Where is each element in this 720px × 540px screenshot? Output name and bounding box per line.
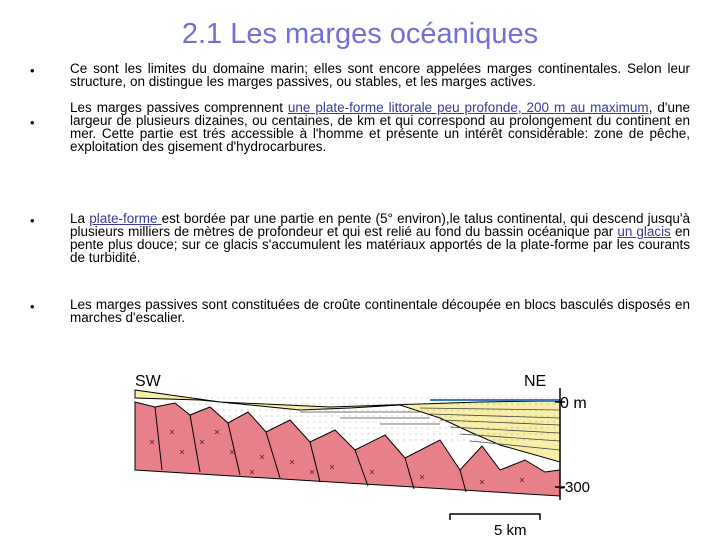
- label-scale: 5 km: [494, 522, 527, 539]
- label-depth: -300: [560, 479, 591, 496]
- bullet-dot: •: [30, 63, 35, 78]
- bullet-text-1: Ce sont les limites du domaine marin; elles sont encore appelées marges continentales. Selon leur structure, on distingue les marges passives, ou stables, et les marges actives.: [70, 61, 690, 89]
- bullet-text-2: Les marges passives comprennent une plate-forme littorale peu profonde, 200 m au maximum, d'une largeur de plusieurs dizaines, ou centaines, de km et qui correspond au prolongement du continent en mer. Cette partie est trés accessible à l'homme et présente un intérêt considérable: zone de pêche, exploitation des gisement d'hydrocarbures.: [70, 100, 690, 154]
- label-sw: SW: [135, 373, 161, 390]
- bullet-dot: •: [30, 115, 35, 130]
- label-sea-level: 0 m: [560, 395, 587, 412]
- bullet-text-4: Les marges passives sont constituées de croûte continentale découpée en blocs basculés disposés en marches d'escalier.: [70, 297, 690, 325]
- plate-forme-link[interactable]: plate-forme: [89, 211, 162, 226]
- bullet-dot: •: [30, 213, 35, 228]
- bullet-dot: •: [30, 299, 35, 314]
- horizontal-scale-bar: [450, 514, 540, 520]
- page-title: 2.1 Les marges océaniques: [181, 18, 539, 50]
- platform-link[interactable]: une plate-forme littorale peu profonde, 200 m au maximum: [287, 100, 649, 115]
- label-ne: NE: [524, 373, 547, 390]
- glacis-link[interactable]: un glacis: [617, 224, 671, 239]
- bullet-text-3: La plate-forme est bordée par une partie en pente (5° environ),le talus continental, qui descend jusqu'à plusieurs milliers de mètres de profondeur et qui est relié au fond du bassin océanique par un glacis en pente plus douce; sur ce glacis s'accumulent les matériaux apportés de la plate-forme par les courants de turbidité.: [70, 211, 690, 265]
